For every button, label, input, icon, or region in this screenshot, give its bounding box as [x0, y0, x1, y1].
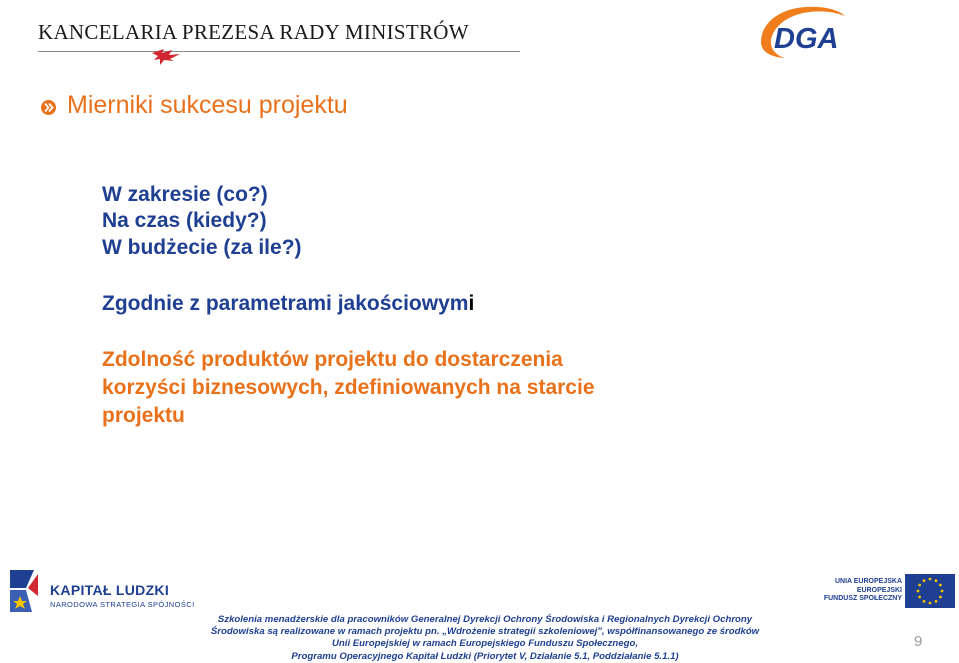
body-line-quality — [102, 290, 474, 318]
kprm-title: KANCELARIA PREZESA RADY MINISTRÓW — [38, 20, 469, 44]
slide-title: Mierniki sukcesu projektu — [67, 91, 348, 119]
body-line-time: Na czas (kiedy?) — [102, 209, 267, 232]
footer-text-line: Szkolenia menadżerskie dla pracowników Generalnej Dyrekcji Ochrony Środowiska i Regionalnych Dyrekcji Ochrony — [217, 614, 753, 625]
eu-label-line: UNIA EUROPEJSKA — [834, 578, 902, 585]
body-line-quality-last: i — [468, 292, 475, 315]
eu-label-line: EUROPEJSKI — [856, 586, 902, 594]
kapital-ludzki-name: KAPITAŁ LUDZKI — [50, 582, 170, 598]
dga-logo — [755, 2, 850, 69]
footer-text-line: Programu Operacyjnego Kapitał Ludzki (Priorytet V, Działanie 5.1, Poddziałanie 5.1.1) — [291, 650, 679, 662]
body-line-benefits-3: projektu — [102, 404, 185, 427]
body-line-benefits-2: korzyści biznesowych, zdefiniowanych na starcie — [102, 376, 595, 399]
footer-funding-text — [205, 614, 765, 663]
header-divider — [38, 51, 520, 52]
dga-logo-text: DGA — [774, 23, 839, 55]
eu-label — [790, 578, 902, 604]
eu-flag-icon — [905, 574, 955, 608]
footer-text-line: Unii Europejskiej w ramach Europejskiego Funduszu Społecznego, — [332, 638, 638, 650]
title-bullet-icon — [41, 100, 56, 115]
footer-text-line: Środowiska są realizowane w ramach projektu pn. „Wdrożenie strategii szkoleniowej", współfinansowanego ze środków — [210, 626, 760, 638]
body-line-scope: W zakresie (co?) — [102, 183, 268, 206]
kapital-ludzki-subtitle: NARODOWA STRATEGIA SPÓJNOŚCI — [50, 600, 195, 609]
kapital-ludzki-logo-icon — [6, 566, 46, 616]
page-number: 9 — [914, 633, 923, 650]
eagle-icon — [150, 47, 182, 67]
body-line-benefits-1: Zdolność produktów projektu do dostarczenia — [102, 348, 563, 371]
body-line-budget: W budżecie (za ile?) — [102, 236, 302, 259]
body-line-quality-main: Zgodnie z parametrami jakościowym — [102, 292, 469, 315]
eu-label-line: FUNDUSZ SPOŁECZNY — [823, 595, 902, 602]
